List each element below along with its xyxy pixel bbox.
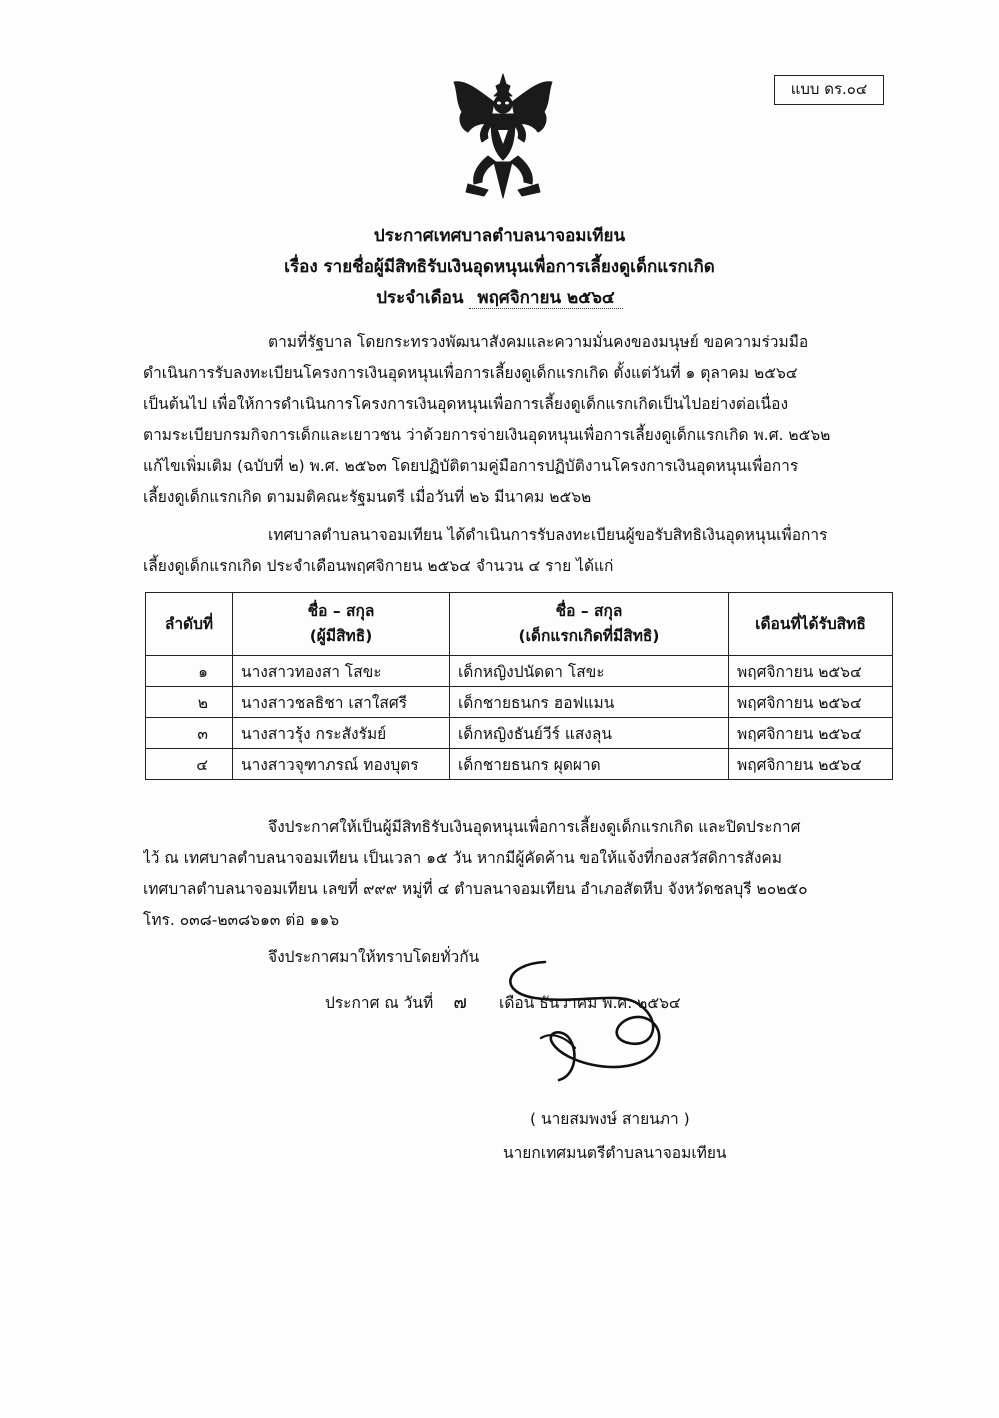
announcement-subject: เรื่อง รายชื่อผู้มีสิทธิรับเงินอุดหนุนเพื่อการเลี้ยงดูเด็กแรกเกิด	[284, 257, 715, 277]
date-month: ธันวาคม	[539, 994, 598, 1012]
paragraph-line: จึงประกาศให้เป็นผู้มีสิทธิรับเงินอุดหนุนเพื่อการเลี้ยงดูเด็กแรกเกิด และปิดประกาศ	[268, 818, 801, 836]
paragraph-line: เทศบาลตำบลนาจอมเทียน ได้ดำเนินการรับลงทะเบียนผู้ขอรับสิทธิเงินอุดหนุนเพื่อการ	[268, 526, 828, 544]
row-holder: นางสาวชลธิชา เสาใสศรี	[233, 687, 450, 718]
month-value: พฤศจิกายน ๒๕๖๔	[469, 288, 622, 309]
date-year-label: พ.ศ.	[602, 994, 633, 1012]
paragraph-line: ดำเนินการรับลงทะเบียนโครงการเงินอุดหนุนเพื่อการเลี้ยงดูเด็กแรกเกิด ตั้งแต่วันที่ ๑ ตุลาคม ๒๕๖๔	[143, 364, 798, 382]
header-holder	[233, 593, 450, 656]
row-holder: นางสาวทองสา โสขะ	[233, 656, 450, 687]
header-child-line1: ชื่อ – สกุล	[555, 602, 623, 620]
paragraph-line: เลี้ยงดูเด็กแรกเกิด ตามมติคณะรัฐมนตรี เมื่อวันที่ ๒๖ มีนาคม ๒๕๖๒	[143, 488, 592, 506]
beneficiary-table	[145, 592, 893, 780]
row-child: เด็กหญิงปนัดดา โสขะ	[450, 656, 729, 687]
month-prefix: ประจำเดือน	[376, 288, 464, 308]
paragraph-line: ตามระเบียบกรมกิจการเด็กและเยาวชน ว่าด้วยการจ่ายเงินอุดหนุนเพื่อการเลี้ยงดูเด็กแรกเกิด พ.ศ. ๒๕๖๒	[143, 426, 831, 444]
row-month: พฤศจิกายน ๒๕๖๔	[729, 687, 893, 718]
header-child	[450, 593, 729, 656]
date-year: ๒๕๖๔	[637, 994, 681, 1012]
date-day: ๗	[453, 992, 467, 1013]
date-month-label: เดือน	[499, 994, 535, 1012]
garuda-emblem-icon	[448, 72, 558, 202]
paragraph-line: โทร. ๐๓๘-๒๓๘๖๑๓ ต่อ ๑๑๖	[143, 911, 340, 929]
closing-statement: จึงประกาศมาให้ทราบโดยทั่วกัน	[268, 948, 480, 966]
paragraph-line: เทศบาลตำบลนาจอมเทียน เลขที่ ๙๙๙ หมู่ที่ ๔ ตำบลนาจอมเทียน อำเภอสัตหีบ จังหวัดชลบุรี ๒๐๒๕๐	[143, 880, 808, 898]
announcement-month	[0, 284, 999, 311]
header-holder-line2: (ผู้มีสิทธิ)	[309, 627, 373, 645]
row-holder: นางสาวรุ้ง กระสังรัมย์	[233, 718, 450, 749]
row-child: เด็กชายธนกร ผุดผาด	[450, 749, 729, 780]
row-child: เด็กหญิงธันย์วีร์ แสงลุน	[450, 718, 729, 749]
table-row	[146, 749, 893, 780]
paragraph-background	[143, 327, 888, 513]
table-row	[146, 687, 893, 718]
signer-title: นายกเทศมนตรีตำบลนาจอมเทียน	[503, 1144, 727, 1162]
signer-name: ( นายสมพงษ์ สายนภา )	[530, 1110, 690, 1128]
paragraph-line: ไว้ ณ เทศบาลตำบลนาจอมเทียน เป็นเวลา ๑๕ วัน หากมีผู้คัดค้าน ขอให้แจ้งที่กองสวัสดิการสังคม	[143, 849, 783, 867]
paragraph-line: เป็นต้นไป เพื่อให้การดำเนินการโครงการเงินอุดหนุนเพื่อการเลี้ยงดูเด็กแรกเกิดเป็นไปอย่างต่อเนื่อง	[143, 395, 789, 413]
row-month: พฤศจิกายน ๒๕๖๔	[729, 749, 893, 780]
row-child: เด็กชายธนกร ฮอฟแมน	[450, 687, 729, 718]
table-row	[146, 718, 893, 749]
header-month: เดือนที่ได้รับสิทธิ	[729, 593, 893, 656]
table-row	[146, 656, 893, 687]
row-number: ๓	[146, 718, 233, 749]
row-number: ๒	[146, 687, 233, 718]
date-prefix: ประกาศ ณ วันที่	[325, 994, 434, 1012]
row-holder: นางสาวจุฑาภรณ์ ทองบุตร	[233, 749, 450, 780]
row-number: ๔	[146, 749, 233, 780]
paragraph-line: ตามที่รัฐบาล โดยกระทรวงพัฒนาสังคมและความมั่นคงของมนุษย์ ขอความร่วมมือ	[268, 333, 809, 351]
handwritten-signature-icon	[495, 952, 695, 1092]
paragraph-notice	[143, 812, 888, 936]
header-holder-line1: ชื่อ – สกุล	[307, 602, 375, 620]
row-month: พฤศจิกายน ๒๕๖๔	[729, 656, 893, 687]
row-number: ๑	[146, 656, 233, 687]
announcement-agency: ประกาศเทศบาลตำบลนาจอมเทียน	[373, 226, 626, 246]
header-child-line2: (เด็กแรกเกิดที่มีสิทธิ)	[518, 627, 660, 645]
row-month: พฤศจิกายน ๒๕๖๔	[729, 718, 893, 749]
form-code-box: แบบ ดร.๐๔	[774, 75, 884, 105]
paragraph-line: แก้ไขเพิ่มเติม (ฉบับที่ ๒) พ.ศ. ๒๕๖๓ โดยปฏิบัติตามคู่มือการปฏิบัติงานโครงการเงินอุดหนุนเพื่อการ	[143, 457, 799, 475]
paragraph-line: เลี้ยงดูเด็กแรกเกิด ประจำเดือนพฤศจิกายน ๒๕๖๔ จำนวน ๔ ราย ได้แก่	[143, 557, 614, 575]
table-header-row	[146, 593, 893, 656]
paragraph-registration	[143, 520, 888, 582]
header-order: ลำดับที่	[146, 593, 233, 656]
